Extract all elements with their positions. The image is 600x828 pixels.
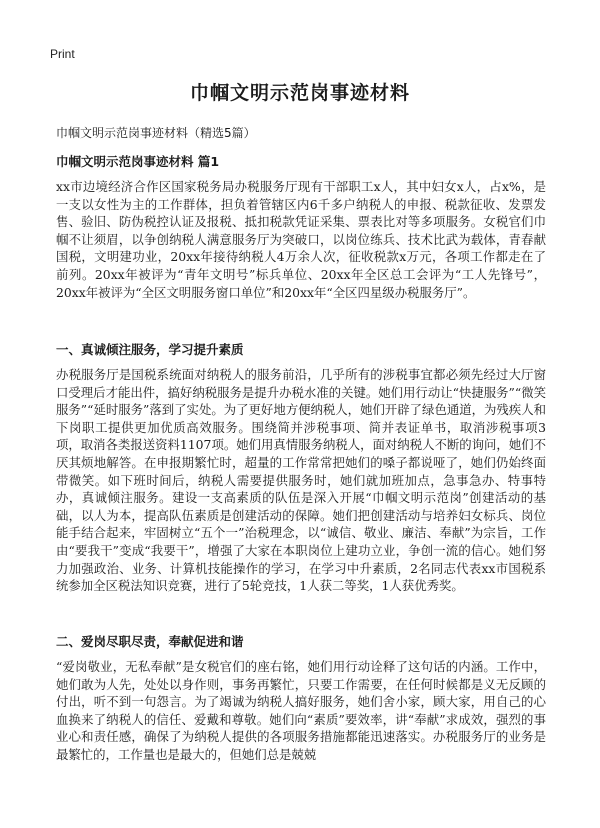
document-title: 巾帼文明示范岗事迹材料 (189, 82, 410, 104)
paragraph-2: “爱岗敬业，无私奉献”是女税官们的座右铭，她们用行动诠释了这句话的内涵。工作中，她们敢为人先，处处以身作则，事务再繁忙，只要工作需要，在任何时候都是义无反顾的付出，听不到一句怨言。为了竭诚为纳税人搞好服务，她们舍小家，顾大家，用自己的心血换来了纳税人的信任、爱戴和尊敬。她们向“素质”要效率，讲“奉献”求成效，强烈的事业心和责任感，确保了为纳税人提供的各项服务措施都能迅速落实。办税服务厅的业务是最繁忙的，工作量也是最大的，但她们总是兢兢 (56, 659, 546, 762)
paragraph-1: 办税服务厅是国税系统面对纳税人的服务前沿，几乎所有的涉税事宜都必须先经过大厅窗口受理后才能出件，搞好纳税服务是提升办税水准的关键。她们用行动让“快捷服务”“微笑服务”“延时服务”落到了实处。为了更好地方便纳税人，她们开辟了绿色通道，为残疾人和下岗职工提供更加优质高效服务。围绕简并涉税事项、简并表证单书，取消涉税事项3项，取消各类报送资料1107项。她们用真情服务纳税人，面对纳税人不断的询问，她们不厌其烦地解答。在申报期繁忙时，超量的工作常常把她们的嗓子都说哑了，她们仍始终面带微笑。如下班时间后，纳税人需要提供服务时，她们就加班加点，急事急办、特事特办，真诚倾注服务。建设一支高素质的队伍是深入开展“巾帼文明示范岗”创建活动的基础，以人为本，提高队伍素质是创建活动的保障。她们把创建活动与培养妇女标兵、岗位能手结合起来，牢固树立“五个一”治税理念，以“诚信、敬业、廉洁、奉献”为宗旨，工作由“要我干”变成“我要干”，增强了大家在本职岗位上建功立业，争创一流的信心。她们努力加强政治、业务、计算机技能操作的学习，在学习中升素质，2名同志代表xx市国税系统参加全区税法知识竞赛，进行了5轮竞技，1人获二等奖，1人获优秀奖。 (56, 367, 546, 594)
heading-2: 二、爱岗尽职尽责，奉献促进和谐 (56, 634, 244, 649)
intro-paragraph: xx市边境经济合作区国家税务局办税服务厅现有干部职工x人，其中妇女x人，占x%，是一支以女性为主的工作群体，担负着管辖区内6千多户纳税人的申报、税款征收、发票发售、验旧、防伪税控认证及报税、抵扣税款凭证采集、票表比对等多项服务。女税官们巾帼不让须眉，以争创纳税人满意服务厅为突破口，以岗位练兵、技术比武为载体，青春献国税，文明建功业，20xx年接待纳税人4万余人次，征收税款x万元，各项工作都走在了前列。20xx年被评为“青年文明号”标兵单位、20xx年全区总工会评为“工人先锋号”，20xx年被评为“全区文明服务窗口单位”和20xx年“全区四星级办税服务厅”。 (56, 179, 546, 300)
section-heading: 巾帼文明示范岗事迹材料 篇1 (56, 154, 220, 169)
print-link[interactable]: Print (50, 47, 75, 61)
heading-1: 一、真诚倾注服务，学习提升素质 (56, 342, 244, 357)
document-subtitle: 巾帼文明示范岗事迹材料（精选5篇） (56, 126, 256, 140)
